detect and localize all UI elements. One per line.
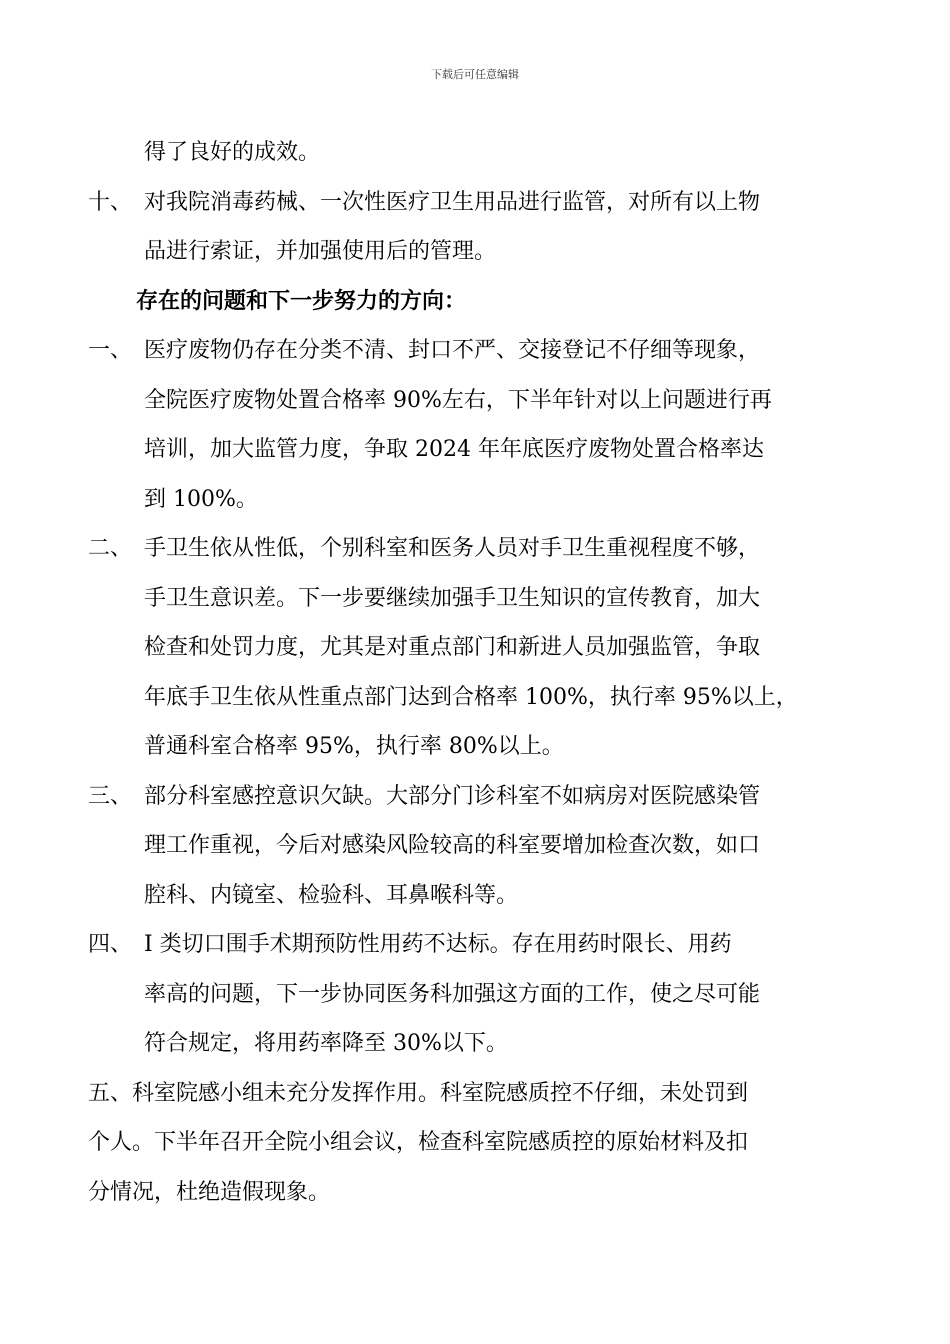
item-text-line: 符合规定，将用药率降至 30%以下。 [144, 1031, 508, 1056]
item-text-line: Ⅰ 类切口围手术期预防性用药不达标。存在用药时限长、用药 [144, 932, 732, 957]
item-text-line: 理工作重视，今后对感染风险较高的科室要增加检查次数，如口 [144, 833, 761, 858]
problem-item-4 [88, 920, 878, 1069]
item-text-line: 对我院消毒药械、一次性医疗卫生用品进行监管，对所有以上物 [144, 189, 761, 215]
item-text-line: 腔科、内镜室、检验科、耳鼻喉科等。 [144, 882, 519, 908]
item-text-line: 医疗废物仍存在分类不清、封口不严、交接登记不仔细等现象， [144, 338, 761, 363]
item-text-line: 年底手卫生依从性重点部门达到合格率 100%，执行率 95%以上， [144, 684, 798, 710]
list-marker: 四、 [88, 932, 133, 957]
item-text-line: 全院医疗废物处置合格率 90%左右，下半年针对以上问题进行再 [144, 387, 772, 413]
item-text-line: 品进行索证，并加强使用后的管理。 [144, 239, 497, 264]
continuation-line: 得了良好的成效。 [144, 140, 321, 165]
item-text-line: 普通科室合格率 95%，执行率 80%以上。 [144, 734, 564, 759]
problem-item-2 [88, 524, 878, 772]
item-text-line: 手卫生意识差。下一步要继续加强手卫生知识的宣传教育，加大 [144, 585, 761, 611]
item-text-line: 个人。下半年召开全院小组会议，检查科室院感质控的原始材料及扣 [88, 1130, 749, 1155]
list-marker: 十、 [88, 189, 133, 215]
list-item-10 [88, 178, 878, 277]
page-header: 下载后可任意编辑 [431, 68, 519, 81]
list-marker: 一、 [88, 338, 133, 363]
section-heading: 存在的问题和下一步努力的方向： [136, 287, 467, 314]
item-text-line: 手卫生依从性低，个别科室和医务人员对手卫生重视程度不够， [144, 536, 761, 561]
problem-item-5 [88, 1069, 878, 1218]
problem-item-3 [88, 772, 878, 921]
item-text-line: 部分科室感控意识欠缺。大部分门诊科室不如病房对医院感染管 [144, 783, 761, 809]
item-text-line: 五、科室院感小组未充分发挥作用。科室院感质控不仔细，未处罚到 [88, 1080, 749, 1106]
item-text-line: 分情况，杜绝造假现象。 [88, 1179, 331, 1205]
list-marker: 三、 [88, 783, 133, 809]
item-text-line: 检查和处罚力度，尤其是对重点部门和新进人员加强监管，争取 [144, 635, 761, 660]
item-text-line: 率高的问题，下一步协同医务科加强这方面的工作，使之尽可能 [144, 981, 761, 1007]
problem-item-1 [88, 326, 878, 524]
item-text-line: 培训，加大监管力度，争取 2024 年年底医疗废物处置合格率达 [144, 437, 764, 462]
document-body [88, 128, 878, 1217]
list-marker: 二、 [88, 536, 133, 561]
item-text-line: 到 100%。 [144, 486, 258, 512]
